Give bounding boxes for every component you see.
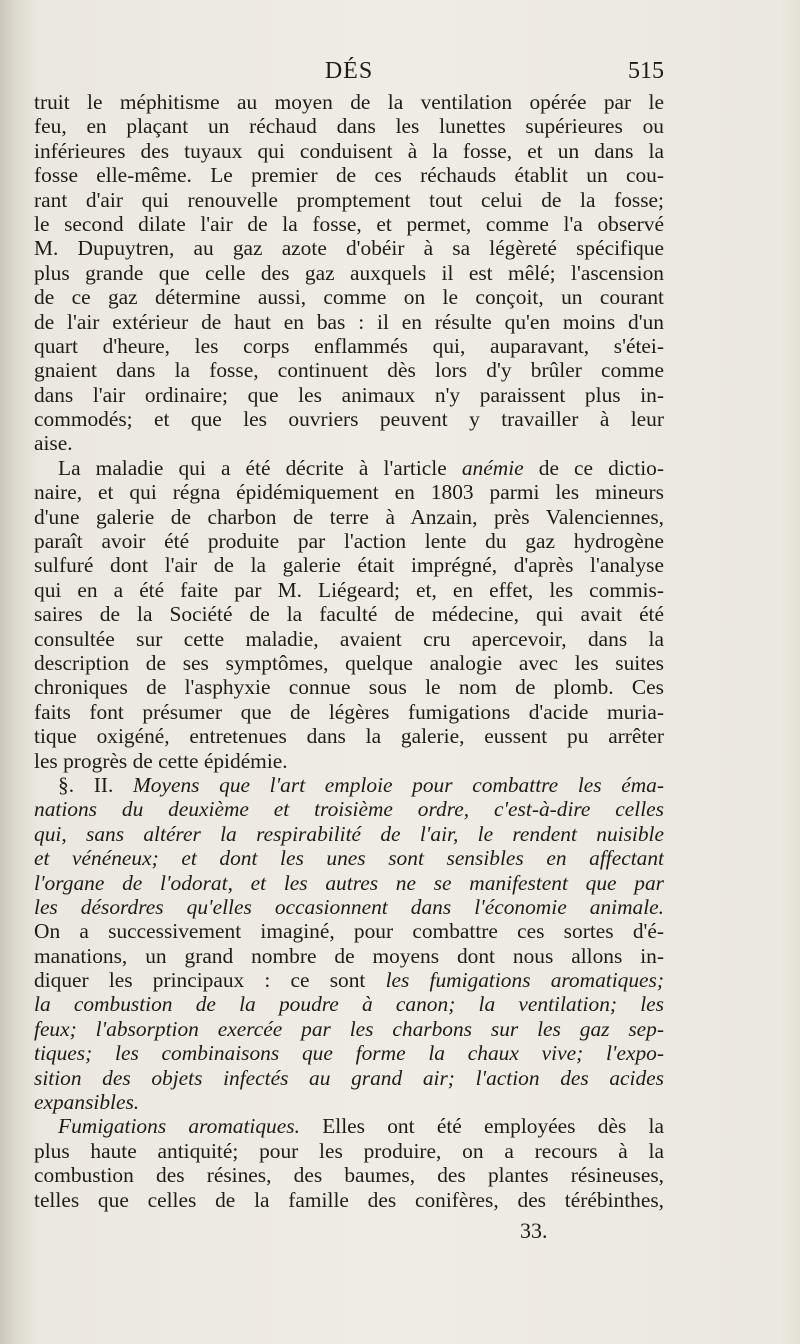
text-line (34, 1066, 664, 1090)
text-line (34, 383, 664, 407)
text-segment: inférieures des tuyaux qui conduisent à la fosse, et un dans la (34, 138, 664, 163)
text-line (34, 724, 664, 748)
text-line (34, 1188, 664, 1212)
text-segment: chroniques de l'asphyxie connue sous le nom de plomb. Ces (34, 675, 664, 700)
text-segment: naire, et qui régna épidémiquement en 1803 parmi les mineurs (34, 480, 664, 505)
text-segment: diquer les principaux : ce sont (34, 968, 386, 993)
text-segment: rant d'air qui renouvelle promptement tout celui de la fosse; (34, 187, 664, 212)
italic-segment: tiques; les combinaisons que forme la chaux vive; l'expo- (34, 1041, 664, 1066)
text-line (34, 846, 664, 870)
text-line (34, 944, 664, 968)
text-line (34, 188, 664, 212)
text-segment: commodés; et que les ouvriers peuvent y travailler à leur (34, 407, 664, 432)
italic-segment: et vénéneux; et dont les unes sont sensibles en affectant (34, 846, 664, 871)
text-segment: paraît avoir été produite par l'action lente du gaz hydrogène (34, 529, 664, 554)
running-title: DÉS (324, 58, 374, 84)
text-line (34, 1163, 664, 1187)
text-segment: feu, en plaçant un réchaud dans les lunettes supérieures ou (34, 114, 664, 139)
text-line (34, 163, 664, 187)
text-line (34, 261, 664, 285)
text-segment: manations, un grand nombre de moyens dont nous allons in- (34, 943, 664, 968)
text-line (34, 822, 664, 846)
italic-segment: l'organe de l'odorat, et les autres ne se manifestent que par (34, 870, 664, 895)
italic-segment: nations du deuxième et troisième ordre, c'est-à-dire celles (34, 797, 664, 822)
text-segment: quart d'heure, les corps enflammés qui, auparavant, s'étei- (34, 333, 664, 358)
text-line (34, 627, 664, 651)
text-segment: aise. (34, 431, 73, 456)
text-line (34, 139, 664, 163)
text-line (34, 1114, 664, 1138)
text-line (34, 749, 664, 773)
text-line (34, 1041, 664, 1065)
italic-segment: la combustion de la poudre à canon; la ventilation; les (34, 992, 664, 1017)
text-line (34, 1139, 664, 1163)
text-segment: telles que celles de la famille des conifères, des térébinthes, (34, 1187, 664, 1212)
text-segment: faits font présumer que de légères fumigations d'acide muria- (34, 699, 664, 724)
text-segment: de ce gaz détermine aussi, comme on le conçoit, un courant (34, 285, 664, 310)
text-line (34, 529, 664, 553)
text-line (34, 285, 664, 309)
text-segment: On a successivement imaginé, pour combattre ces sortes d'é- (34, 919, 664, 944)
text-line (34, 334, 664, 358)
text-line (34, 456, 664, 480)
text-segment: plus grande que celle des gaz auxquels il est mêlé; l'ascension (34, 260, 664, 285)
text-line (34, 895, 664, 919)
text-line (34, 90, 664, 114)
text-line (34, 871, 664, 895)
text-line (34, 212, 664, 236)
text-segment: consultée sur cette maladie, avaient cru apercevoir, dans la (34, 626, 664, 651)
text-line (34, 358, 664, 382)
italic-segment: qui, sans altérer la respirabilité de l'air, le rendent nuisible (34, 821, 664, 846)
italic-segment: feux; l'absorption exercée par les charbons sur les gaz sep- (34, 1016, 664, 1041)
italic-segment: sition des objets infectés au grand air; l'action des acides (34, 1065, 664, 1090)
text-segment: description de ses symptômes, quelque analogie avec les suites (34, 650, 664, 675)
text-line (34, 505, 664, 529)
text-segment: de l'air extérieur de haut en bas : il en résulte qu'en moins d'un (34, 309, 664, 334)
text-line (34, 700, 664, 724)
text-line (34, 919, 664, 943)
text-segment: plus haute antiquité; pour les produire, on a recours à la (34, 1138, 664, 1163)
text-line (34, 773, 664, 797)
text-line (34, 553, 664, 577)
text-segment: tique oxigéné, entretenues dans la galerie, eussent pu arrêter (34, 724, 664, 749)
italic-segment: anémie (461, 455, 524, 480)
italic-segment: les fumigations aromatiques; (385, 968, 664, 993)
text-segment: combustion des résines, des baumes, des plantes résineuses, (34, 1163, 664, 1188)
text-line (34, 1090, 664, 1114)
signature-mark: 33. (520, 1218, 548, 1243)
italic-segment: Moyens que l'art emploie pour combattre les éma- (132, 772, 664, 797)
text-segment: sulfuré dont l'air de la galerie était imprégné, d'après l'analyse (34, 553, 664, 578)
text-line (34, 968, 664, 992)
text-segment: dans l'air ordinaire; que les animaux n'y paraissent plus in- (34, 382, 664, 407)
text-segment: §. II. (58, 772, 133, 797)
text-segment: les progrès de cette épidémie. (34, 748, 288, 773)
text-segment: Elles ont été employées dès la (299, 1114, 664, 1139)
text-segment: de ce dictio- (523, 455, 664, 480)
page-header (34, 58, 664, 90)
text-line (34, 236, 664, 260)
text-line (34, 1017, 664, 1041)
text-segment: d'une galerie de charbon de terre à Anzain, près Valenciennes, (34, 504, 664, 529)
text-segment: gnaient dans la fosse, continuent dès lors d'y brûler comme (34, 358, 664, 383)
text-segment: fosse elle-même. Le premier de ces réchauds établit un cou- (34, 163, 664, 188)
text-line (34, 407, 664, 431)
text-line (34, 675, 664, 699)
text-line (34, 431, 664, 455)
page-number: 515 (628, 58, 664, 84)
text-segment: truit le méphitisme au moyen de la ventilation opérée par le (34, 90, 664, 114)
text-line (34, 797, 664, 821)
text-line (34, 578, 664, 602)
text-line (34, 480, 664, 504)
text-line (34, 310, 664, 334)
text-segment: La maladie qui a été décrite à l'article (58, 455, 462, 480)
text-line (34, 651, 664, 675)
text-segment: M. Dupuytren, au gaz azote d'obéir à sa légèreté spécifique (34, 236, 664, 261)
italic-segment: Fumigations aromatiques. (58, 1114, 300, 1139)
text-segment: saires de la Société de la faculté de médecine, qui avait été (34, 602, 664, 627)
text-segment: qui en a été faite par M. Liégeard; et, en effet, les commis- (34, 577, 664, 602)
text-line (34, 602, 664, 626)
italic-segment: les désordres qu'elles occasionnent dans l'économie animale. (34, 894, 664, 919)
italic-segment: expansibles. (34, 1090, 140, 1115)
text-segment: le second dilate l'air de la fosse, et permet, comme l'a observé (34, 211, 664, 236)
body-text (34, 90, 664, 1212)
text-line (34, 114, 664, 138)
text-line (34, 992, 664, 1016)
